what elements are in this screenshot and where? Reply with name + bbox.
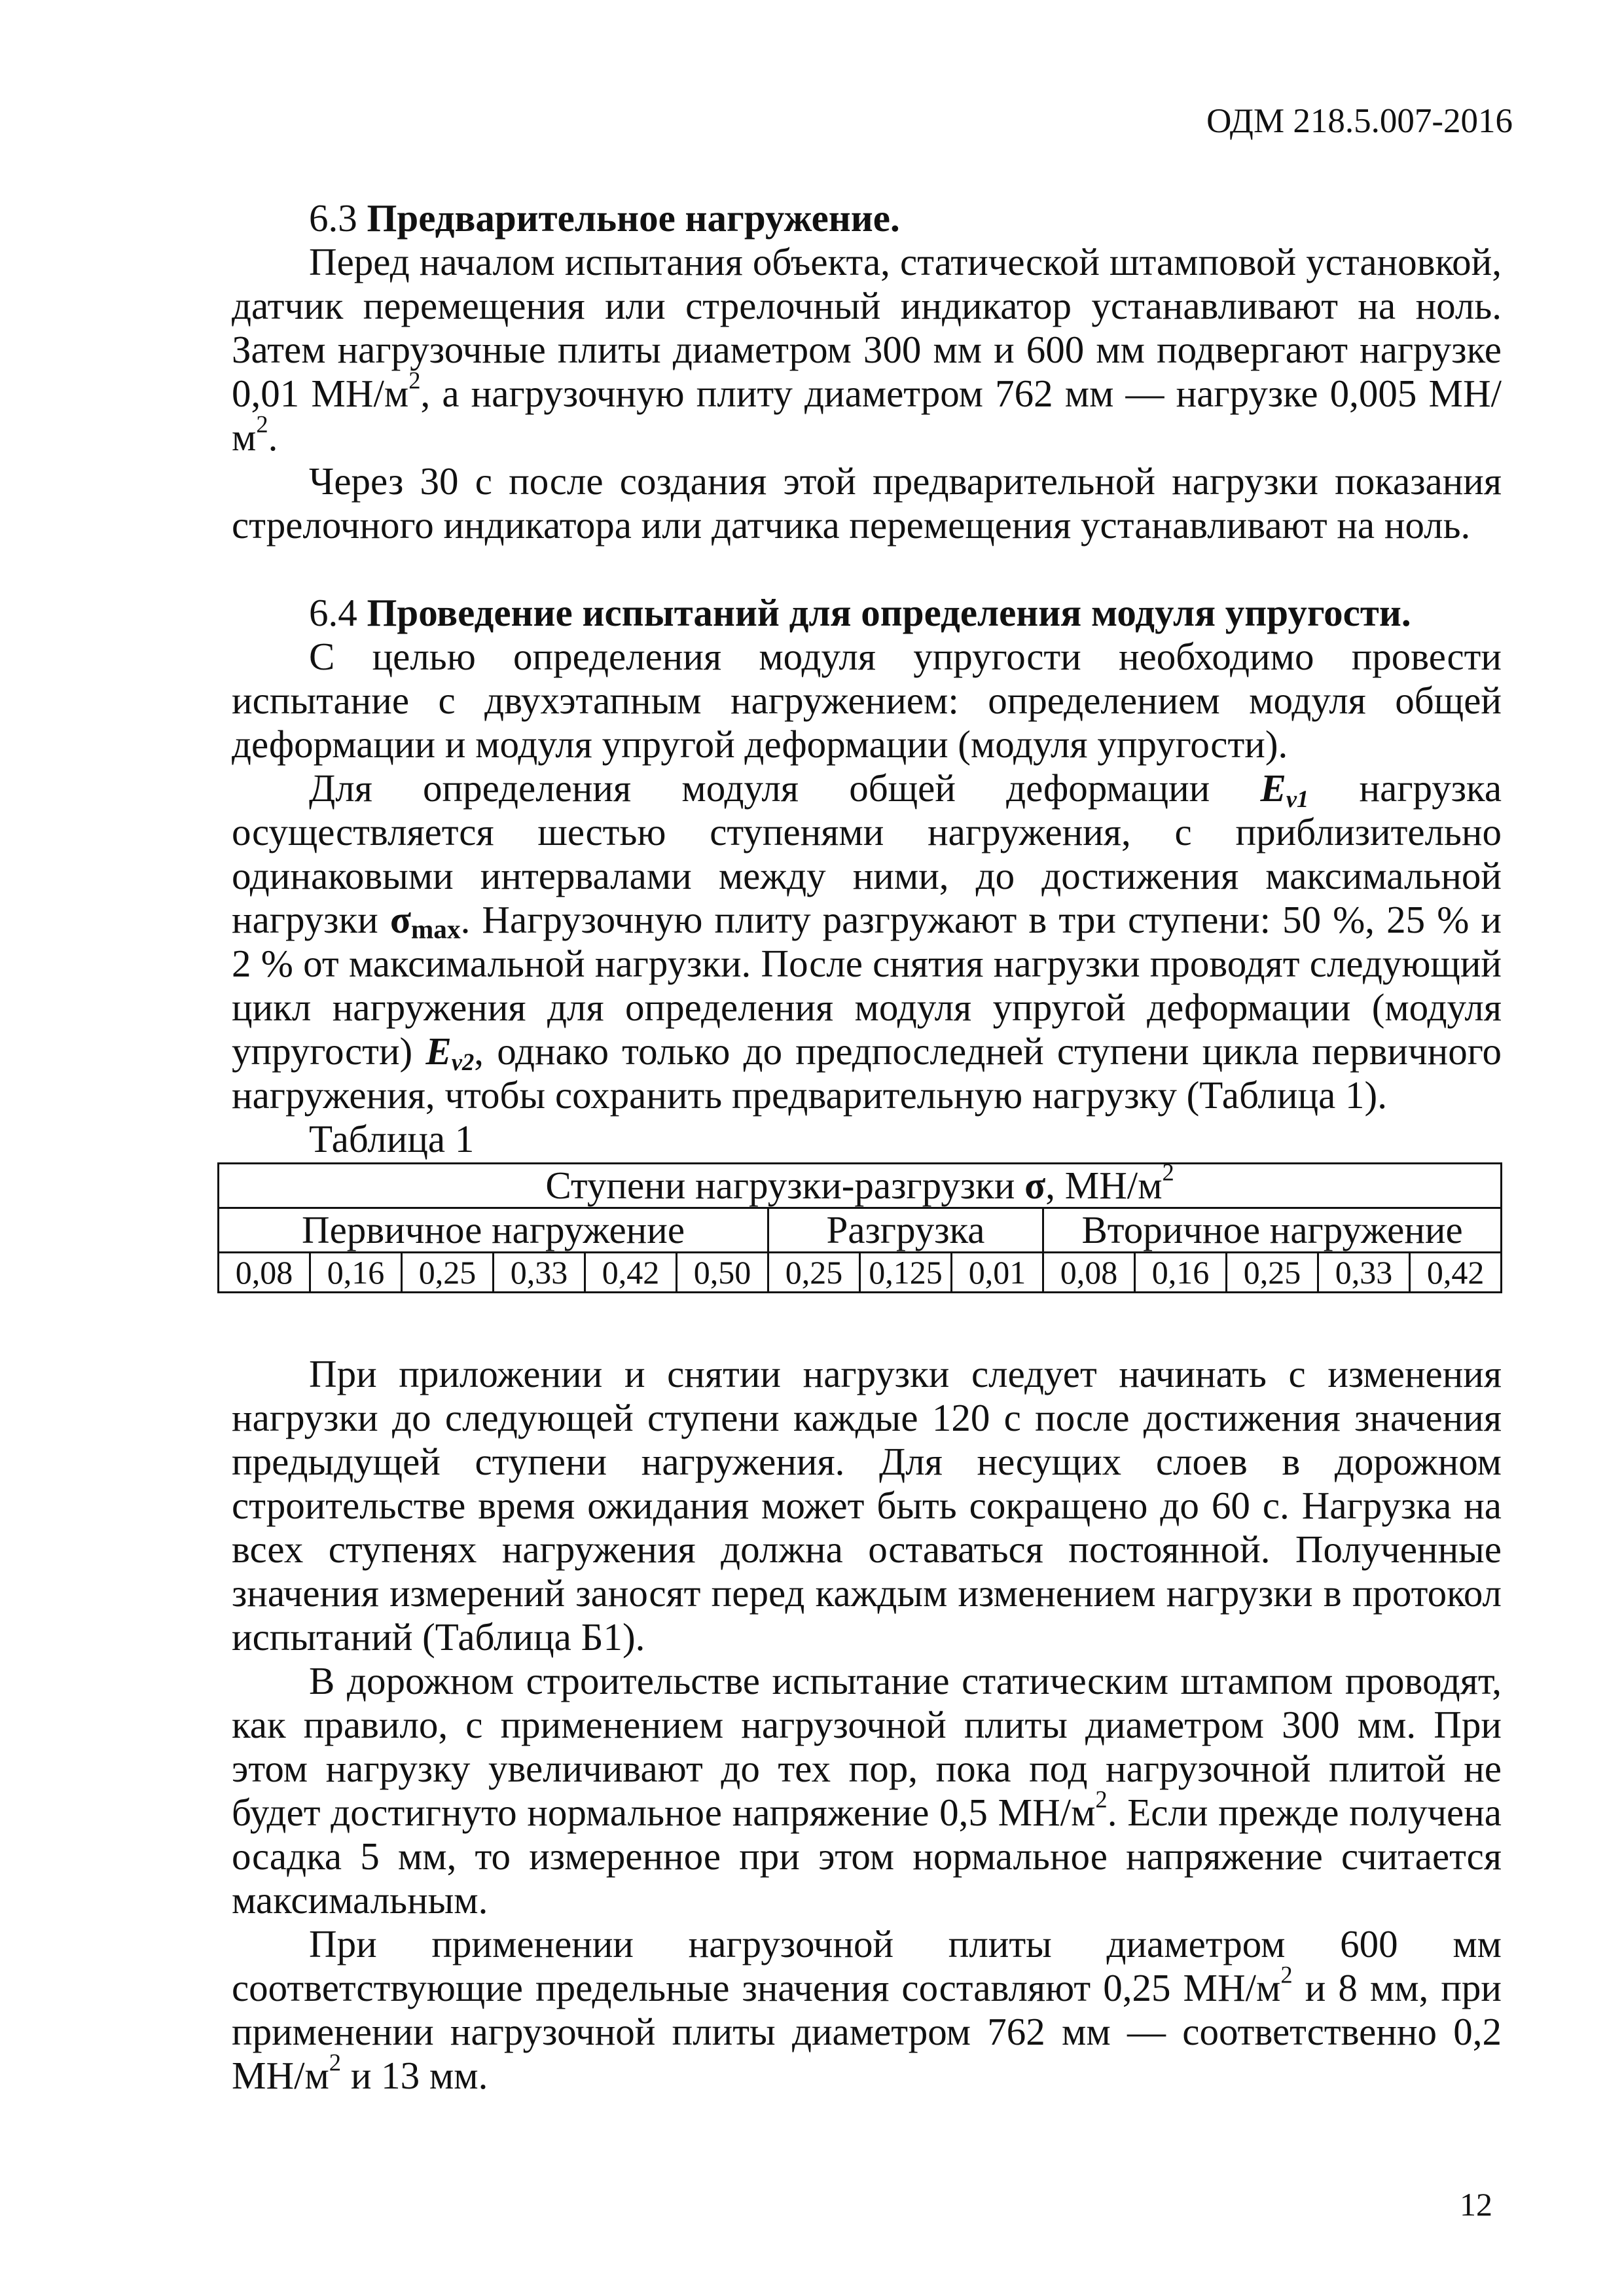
paragraph: Через 30 с после создания этой предварительной нагрузки показания стрелочного индикатора или датчика перемещения устанавливают на ноль. (232, 459, 1502, 547)
table-cell: 0,25 (1227, 1253, 1318, 1293)
table-cell: 0,50 (677, 1253, 768, 1293)
table-cell: 0,25 (768, 1253, 860, 1293)
section-6-4-heading (232, 591, 1502, 635)
paragraph: При применении нагрузочной плиты диаметром 600 мм соответствующие предельные значения составляют 0,25 $МН/м^2$ и 8 мм, при применении нагрузочной плиты диаметром 762 мм — соответственно 0,2 $МН/м^2$ и 13 мм. (232, 1922, 1502, 2097)
table-group-header: Первичное нагружение (219, 1208, 768, 1253)
table-cell: 0,125 (860, 1253, 952, 1293)
paragraph: С целью определения модуля упругости необходимо провести испытание с двухэтапным нагружением: определением модуля общей деформации и модуля упругой деформации (модуля упругости). (232, 635, 1502, 766)
page-number: 12 (1460, 2186, 1492, 2223)
table-cell: 0,16 (1135, 1253, 1227, 1293)
table-cell: 0,16 (310, 1253, 402, 1293)
section-title: Предварительное нагружение. (367, 196, 900, 240)
table-title: Ступени нагрузки-разгрузки σ, $МН/м^2$ (219, 1164, 1502, 1208)
table-group-header: Вторичное нагружение (1043, 1208, 1502, 1253)
table-cell: 0,08 (219, 1253, 310, 1293)
paragraph: Для определения модуля общей деформации $E_{v1}$ нагрузка осуществляется шестью ступенями нагружения, с приблизительно одинаковыми интервалами между ними, до достижения максимальной нагрузки $\sigma_{max}$. Нагрузочную плиту разгружают в три ступени: 50 %, 25 % и 2 % от максимальной нагрузки. После снятия нагрузки проводят следующий цикл нагружения для определения модуля упругой деформации (модуля упругости) $E_{v2}$, однако только до предпоследней ступени цикла первичного нагружения, чтобы сохранить предварительную нагрузку (Таблица 1). (232, 766, 1502, 1117)
ev1-symbol: $E_{v1}$ (1260, 766, 1309, 813)
ev2-symbol: $E_{v2}$ (425, 1030, 475, 1076)
section-title: Проведение испытаний для определения модуля упругости. (367, 591, 1411, 634)
page-content (232, 196, 1502, 2098)
table-cell: 0,33 (1318, 1253, 1410, 1293)
section-number: 6.4 (309, 591, 357, 634)
table-cell: 0,25 (402, 1253, 494, 1293)
spacer (232, 547, 1502, 591)
table-cell: 0,08 (1043, 1253, 1135, 1293)
document-code: ОДМ 218.5.007-2016 (1206, 102, 1513, 140)
section-6-3-heading (232, 196, 1502, 240)
table-cell: 0,42 (585, 1253, 677, 1293)
paragraph: В дорожном строительстве испытание статическим штампом проводят, как правило, с применением нагрузочной плиты диаметром 300 мм. При этом нагрузку увеличивают до тех пор, пока под нагрузочной плитой не будет достигнуто нормальное напряжение 0,5 $МН/м^2$. Если прежде получена осадка 5 мм, то измеренное при этом нормальное напряжение считается максимальным. (232, 1659, 1502, 1922)
paragraph: При приложении и снятии нагрузки следует начинать с изменения нагрузки до следующей ступени каждые 120 с после достижения значения предыдущей ступени нагружения. Для несущих слоев в дорожном строительстве время ожидания может быть сокращено до 60 с. Нагрузка на всех ступенях нагружения должна оставаться постоянной. Полученные значения измерений заносят перед каждым изменением нагрузки в протокол испытаний (Таблица Б1). (232, 1352, 1502, 1659)
section-number: 6.3 (309, 196, 357, 240)
table-group-header: Разгрузка (768, 1208, 1043, 1253)
table-cell: 0,01 (952, 1253, 1043, 1293)
paragraph: Перед началом испытания объекта, статической штамповой установкой, датчик перемещения или стрелочный индикатор устанавливают на ноль. Затем нагрузочные плиты диаметром 300 мм и 600 мм подвергают нагрузке 0,01 $МН/м^2$, а нагрузочную плиту диаметром 762 мм — нагрузке 0,005 $МН/м^2$. (232, 240, 1502, 459)
spacer (232, 1293, 1502, 1352)
table-cell: 0,33 (494, 1253, 585, 1293)
sigma-max-symbol: $\sigma_{max}$ (389, 898, 461, 944)
table-caption: Таблица 1 (309, 1117, 475, 1160)
load-steps-table (217, 1158, 1502, 1293)
table-cell: 0,42 (1410, 1253, 1502, 1293)
